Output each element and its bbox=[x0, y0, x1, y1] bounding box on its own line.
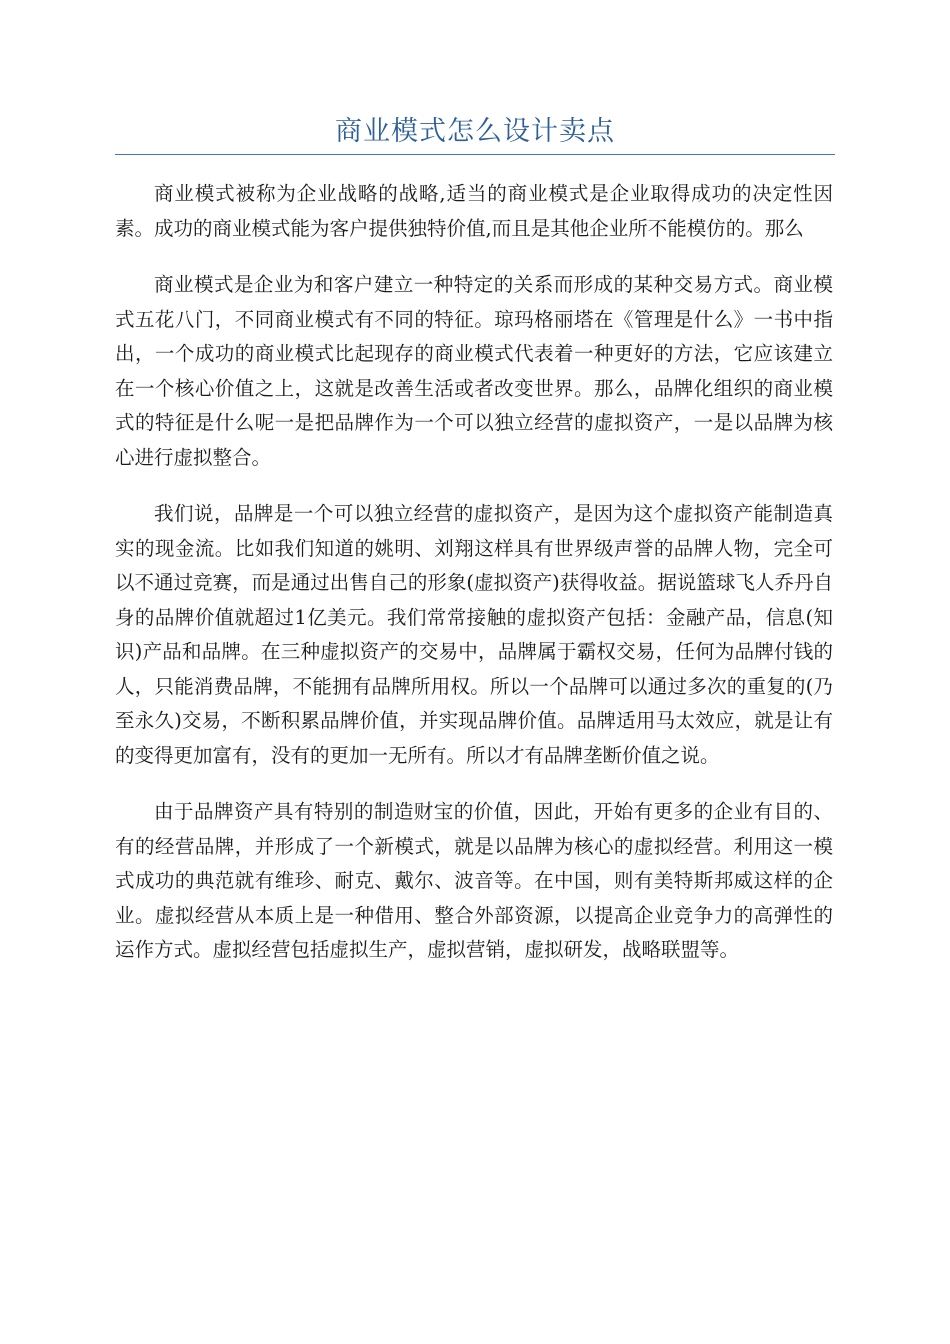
title-underline bbox=[115, 154, 835, 155]
paragraph-3: 我们说，品牌是一个可以独立经营的虚拟资产，是因为这个虚拟资产能制造真实的现金流。比如我们知道的姚明、刘翔这样具有世界级声誉的品牌人物，完全可以不通过竞赛，而是通过出售自己的形象(虚拟资产)获得收益。据说篮球飞人乔丹自身的品牌价值就超过1亿美元。我们常常接触的虚拟资产包括：金融产品，信息(知识)产品和品牌。在三种虚拟资产的交易中，品牌属于霸权交易，任何为品牌付钱的人，只能消费品牌，不能拥有品牌所用权。所以一个品牌可以通过多次的重复的(乃至永久)交易，不断积累品牌价值，并实现品牌价值。品牌适用马太效应，就是让有的变得更加富有，没有的更加一无所有。所以才有品牌垄断价值之说。 bbox=[115, 502, 833, 767]
paragraph-1: 商业模式被称为企业战略的战略,适当的商业模式是企业取得成功的决定性因素。成功的商业模式能为客户提供独特价值,而且是其他企业所不能模仿的。那么 bbox=[115, 182, 833, 240]
document-body bbox=[115, 177, 833, 990]
page-title: 商业模式怎么设计卖点 bbox=[335, 116, 615, 147]
paragraph-2: 商业模式是企业为和客户建立一种特定的关系而形成的某种交易方式。商业模式五花八门，不同商业模式有不同的特征。琼玛格丽塔在《管理是什么》一书中指出，一个成功的商业模式比起现存的商业模式代表着一种更好的方法，它应该建立在一个核心价值之上，这就是改善生活或者改变世界。那么，品牌化组织的商业模式的特征是什么呢一是把品牌作为一个可以独立经营的虚拟资产，一是以品牌为核心进行虚拟整合。 bbox=[115, 273, 833, 469]
paragraph-4: 由于品牌资产具有特别的制造财宝的价值，因此，开始有更多的企业有目的、有的经营品牌，并形成了一个新模式，就是以品牌为核心的虚拟经营。利用这一模式成功的典范就有维珍、耐克、戴尔、波音等。在中国，则有美特斯邦威这样的企业。虚拟经营从本质上是一种借用、整合外部资源，以提高企业竞争力的高弹性的运作方式。虚拟经营包括虚拟生产，虚拟营销，虚拟研发，战略联盟等。 bbox=[115, 800, 833, 961]
